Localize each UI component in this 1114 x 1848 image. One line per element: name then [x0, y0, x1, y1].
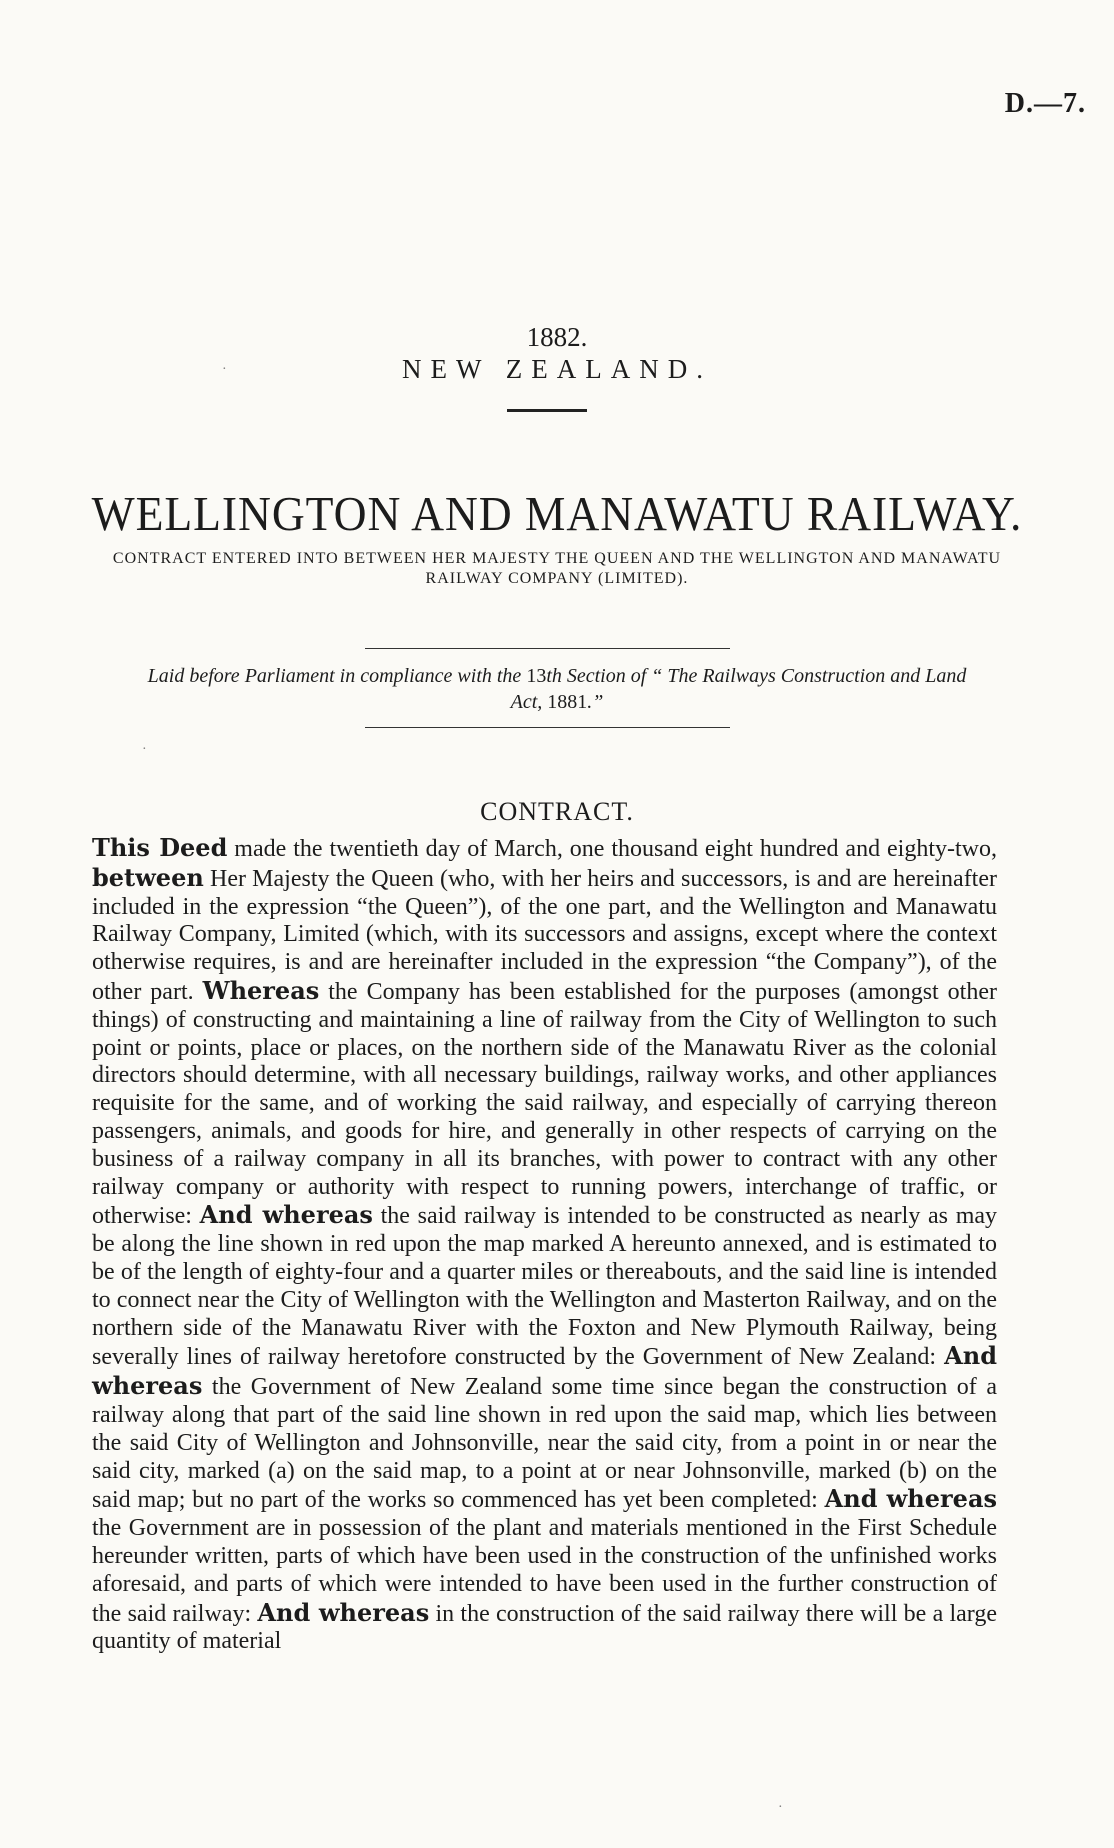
lower-divider	[365, 727, 730, 728]
blackletter-phrase: Whereas	[202, 975, 320, 1005]
page-reference: D.—7.	[1004, 88, 1086, 119]
blackletter-phrase: And whereas	[92, 1341, 997, 1401]
laid-text-1: Laid before Parliament in compliance with the	[147, 665, 527, 687]
upper-divider	[365, 648, 730, 649]
contract-heading: CONTRACT.	[480, 797, 634, 826]
document-subtitle: CONTRACT ENTERED INTO BETWEEN HER MAJESTY THE QUEEN AND THE WELLINGTON AND MANAWATU RAILWAY COMPANY (LIMITED).	[112, 550, 1002, 587]
speck: ·	[222, 362, 227, 377]
blackletter-phrase: between	[92, 862, 204, 892]
contract-text: the said railway is intended to be constructed as nearly as may be along the line shown in red upon the map marked A hereunto annexed, and is estimated to be of the length of eighty-four and a quarter miles or thereabouts, and the said line is intended to connect near the City of Wellington with the Wellington and Masterton Railway, and on the northern side of the Manawatu River with the Foxton and New Plymouth Railway, being severally lines of railway heretofore constructed by the Government of New Zealand:	[92, 1203, 998, 1371]
contract-text: the Government are in possession of the plant and materials mentioned in the First Schedule hereunder written, parts of which have been used in the construction of the unfinished works aforesaid, and parts of which were intended to have been used in the further construction of the said railway:	[92, 1515, 997, 1627]
contract-text: in the construction of the said railway there will be a large quantity of material	[92, 1600, 998, 1655]
laid-act-year: 1881	[547, 691, 588, 713]
laid-text-2: th Section of “ The Railways Construction and Land Act,	[510, 665, 967, 713]
laid-before-note	[0, 663, 1114, 715]
blackletter-phrase: This Deed	[92, 833, 228, 862]
short-divider	[507, 409, 587, 412]
blackletter-phrase: And whereas	[257, 1597, 430, 1627]
blackletter-phrase: And whereas	[199, 1200, 373, 1230]
contract-text: the Government of New Zealand some time since began the construction of a railway along that part of the said line shown in red upon the said map, which lies between the said City of Wellington and Johnsonville, near the said city, from a point in or near the said city, marked (a) on the said map, to a point at or near Johnsonville, marked (b) on the said map; but no part of the works so commenced has yet been completed:	[92, 1374, 997, 1514]
speck: ·	[142, 742, 147, 757]
contract-text: made the twentieth day of March, one thousand eight hundred and eighty-two,	[227, 836, 997, 862]
contract-text: Her Majesty the Queen (who, with her heirs and successors, is and are hereinafter included in the expression “the Queen”), of the one part, and the Wellington and Manawatu Railway Company, Limited (which, with its successors and assigns, except where the context otherwise requires, is and are hereinafter included in the expression “the Company”), of the other part.	[92, 865, 997, 1005]
year: 1882.	[526, 322, 588, 352]
laid-section-number: 13	[526, 665, 547, 687]
document-title: WELLINGTON AND MANAWATU RAILWAY.	[91, 486, 1023, 541]
speck: ·	[778, 1800, 783, 1815]
country: NEW ZEALAND.	[402, 354, 712, 384]
contract-body	[92, 834, 997, 1656]
contract-text: the Company has been established for the purposes (amongst other things) of constructing and maintaining a line of railway from the City of Wellington to such point or points, place or places, on the northern side of the Manawatu River as the colonial directors should determine, with all necessary buildings, railway works, and other appliances requisite for the same, and of working the said railway, and especially of carrying thereon passengers, animals, and goods for hire, and generally in other respects of carrying on the business of a railway company in all its branches, with power to contract with any other railway company or authority with respect to running powers, interchange of traffic, or otherwise:	[92, 978, 997, 1230]
blackletter-phrase: And whereas	[824, 1484, 998, 1514]
laid-text-3: .”	[587, 691, 604, 713]
